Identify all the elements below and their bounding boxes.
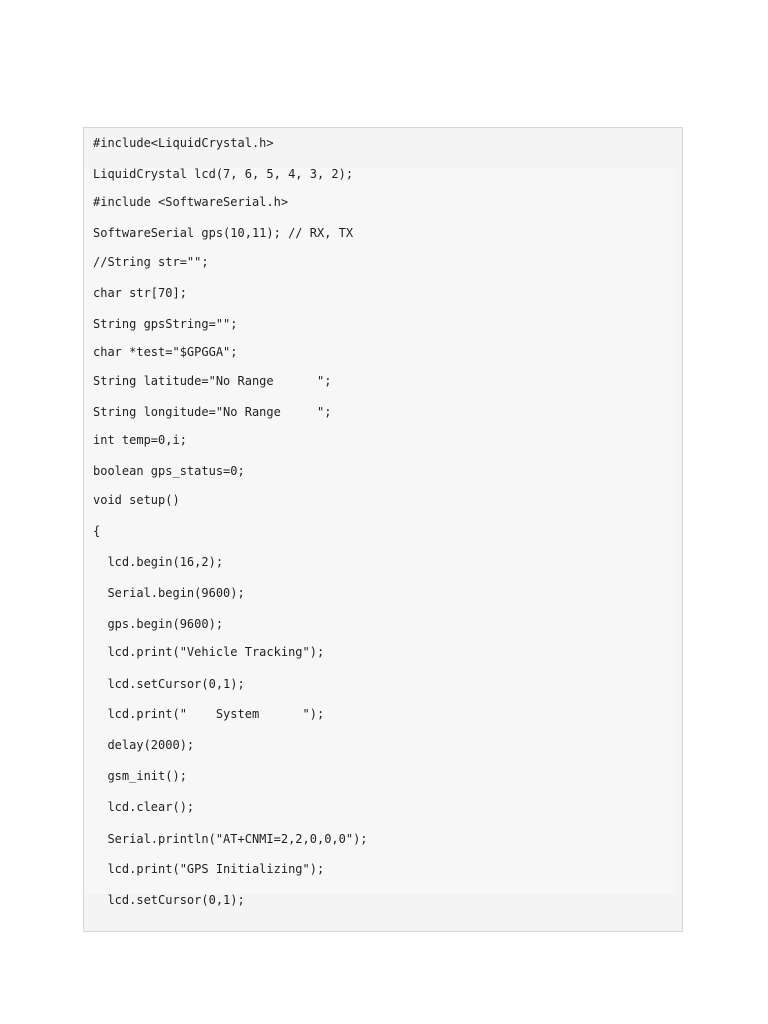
code-line: gps.begin(9600); bbox=[93, 617, 224, 631]
code-line: String longitude="No Range "; bbox=[93, 405, 332, 419]
code-line: lcd.begin(16,2); bbox=[93, 555, 224, 569]
code-line: char str[70]; bbox=[93, 286, 187, 300]
code-line: lcd.clear(); bbox=[93, 800, 195, 814]
code-line: lcd.print("Vehicle Tracking"); bbox=[93, 645, 325, 659]
code-line: int temp=0,i; bbox=[93, 433, 187, 447]
code-line: #include<LiquidCrystal.h> bbox=[93, 136, 274, 150]
code-line: delay(2000); bbox=[93, 738, 195, 752]
code-line: { bbox=[93, 524, 101, 538]
code-line: lcd.print("GPS Initializing"); bbox=[93, 862, 325, 876]
code-line: boolean gps_status=0; bbox=[93, 464, 245, 478]
code-line: Serial.begin(9600); bbox=[93, 586, 245, 600]
code-line: String latitude="No Range "; bbox=[93, 374, 332, 388]
code-block-inner-panel bbox=[84, 168, 676, 894]
code-line: void setup() bbox=[93, 493, 180, 507]
code-line: gsm_init(); bbox=[93, 769, 187, 783]
code-line: String gpsString=""; bbox=[93, 317, 238, 331]
code-line: char *test="$GPGGA"; bbox=[93, 345, 238, 359]
code-line: lcd.print(" System "); bbox=[93, 707, 325, 721]
code-line: //String str=""; bbox=[93, 255, 209, 269]
code-line: lcd.setCursor(0,1); bbox=[93, 893, 245, 907]
code-line: #include <SoftwareSerial.h> bbox=[93, 195, 289, 209]
code-line: lcd.setCursor(0,1); bbox=[93, 677, 245, 691]
code-line: LiquidCrystal lcd(7, 6, 5, 4, 3, 2); bbox=[93, 167, 354, 181]
code-line: SoftwareSerial gps(10,11); // RX, TX bbox=[93, 226, 354, 240]
code-line: Serial.println("AT+CNMI=2,2,0,0,0"); bbox=[93, 832, 368, 846]
